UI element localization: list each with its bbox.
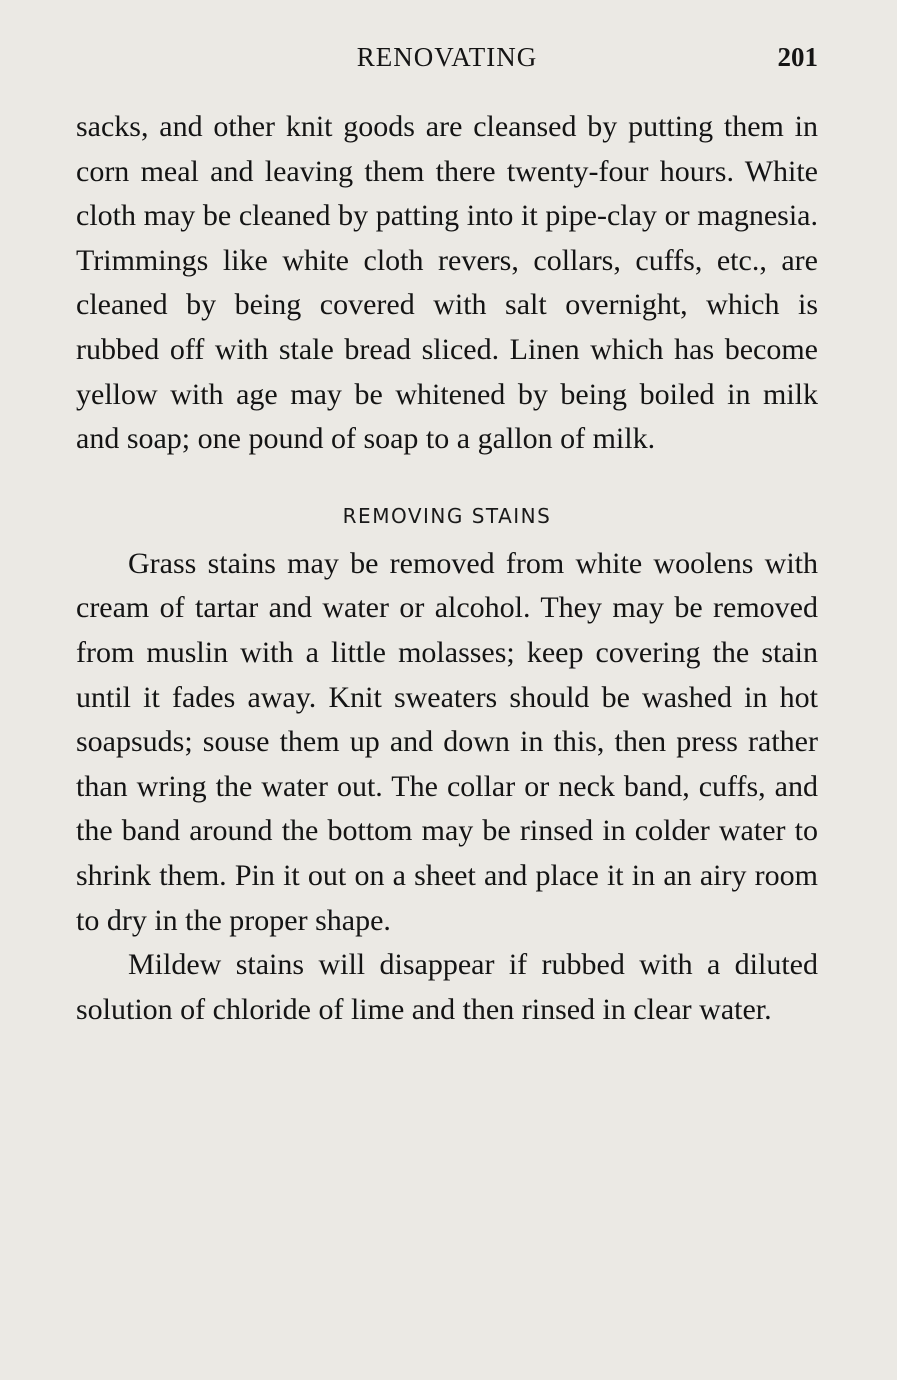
running-title: RENOVATING — [356, 42, 538, 72]
paragraph-grass-stains: Grass stains may be removed from white woolens with cream of tartar and water or alcohol. They may be removed from muslin with a little molasses; keep covering the stain until it fades away. Knit sweaters should be washed in hot soapsuds; souse them up and down in this, then press rather than wring the water out. The collar or neck band, cuffs, and the band around the bottom may be rinsed in colder water to shrink them. Pin it out on a sheet and place it in an airy room to dry in the proper shape. — [76, 546, 818, 937]
body-text — [76, 105, 818, 1032]
section-heading-removing-stains: REMOVING STAINS — [342, 503, 552, 528]
paragraph-mildew-stains: Mildew stains will disappear if rubbed with a diluted solution of chloride of lime and then rinsed in clear water. — [76, 948, 818, 1026]
paragraph-renovating-continued: sacks, and other knit goods are cleansed by putting them in corn meal and leaving them there twenty-four hours. White cloth may be cleaned by patting into it pipe-clay or magnesia. Trimmings like white cloth revers, collars, cuffs, etc., are cleaned by being covered with salt overnight, which is rubbed off with stale bread sliced. Linen which has become yellow with age may be whitened by being boiled in milk and soap; one pound of soap to a gallon of milk. — [76, 110, 818, 456]
page-number: 201 — [777, 42, 818, 72]
running-header — [76, 40, 818, 80]
